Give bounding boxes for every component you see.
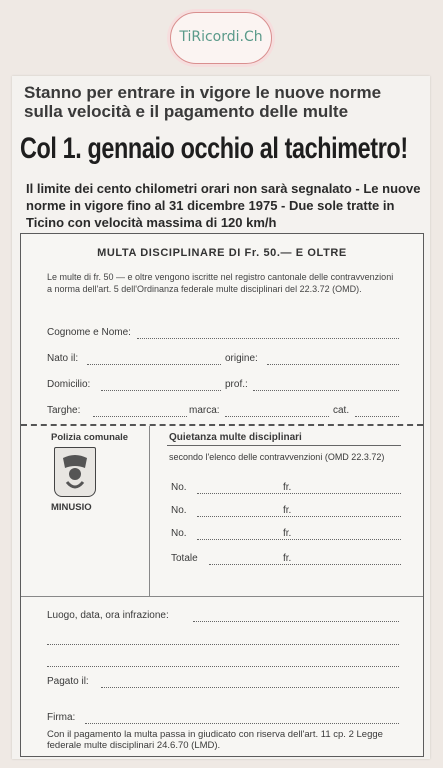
line-prof bbox=[253, 390, 399, 391]
receipt-title: Quietanza multe disciplinari bbox=[169, 432, 302, 443]
line-luogo-3 bbox=[47, 666, 399, 667]
stub-divider bbox=[149, 426, 150, 596]
line-entry-3 bbox=[197, 539, 401, 540]
form-title: MULTA DISCIPLINARE DI Fr. 50.— E OLTRE bbox=[97, 247, 347, 259]
line-entry-1 bbox=[197, 493, 401, 494]
line-origine bbox=[267, 364, 399, 365]
line-domicilio bbox=[101, 390, 221, 391]
label-cognome: Cognome e Nome: bbox=[47, 327, 131, 338]
label-nato: Nato il: bbox=[47, 353, 79, 364]
label-fr-3: fr. bbox=[283, 528, 292, 539]
label-firma: Firma: bbox=[47, 712, 76, 723]
label-no-1: No. bbox=[171, 482, 187, 493]
label-municipality: MINUSIO bbox=[51, 502, 92, 513]
subheadline: Il limite dei cento chilometri orari non sarà segnalato - Le nuove norme in vigore fino al 31 dicembre 1975 - Due sole tratte in Ticino con velocità massima di 120 km/h bbox=[26, 181, 421, 230]
line-entry-2 bbox=[197, 516, 401, 517]
label-fr-total: fr. bbox=[283, 553, 292, 564]
site-logo bbox=[170, 12, 272, 64]
minusio-coat-of-arms-icon bbox=[54, 447, 96, 497]
label-fr-2: fr. bbox=[283, 505, 292, 516]
label-cat: cat. bbox=[333, 405, 350, 416]
legal-note: Con il pagamento la multa passa in giudicato con riserva dell'art. 11 cp. 2 Legge federale multe disciplinari 24.6.70 (LMD). bbox=[47, 729, 383, 751]
line-luogo-2 bbox=[47, 644, 399, 645]
label-fr-1: fr. bbox=[283, 482, 292, 493]
label-no-3: No. bbox=[171, 528, 187, 539]
receipt-subtitle: secondo l'elenco delle contravvenzioni (OMD 22.3.72) bbox=[169, 452, 385, 462]
logo-text: TiRicordi.Ch bbox=[179, 29, 263, 45]
newspaper-clipping bbox=[12, 76, 430, 759]
label-luogo: Luogo, data, ora infrazione: bbox=[47, 610, 169, 621]
label-authority: Polizia comunale bbox=[51, 432, 129, 443]
headline-top: Stanno per entrare in vigore le nuove norme sulla velocità e il pagamento delle multe bbox=[24, 83, 382, 121]
label-marca: marca: bbox=[189, 405, 220, 416]
label-domicilio: Domicilio: bbox=[47, 379, 91, 390]
line-firma bbox=[85, 723, 399, 724]
line-nato bbox=[87, 364, 221, 365]
line-targhe bbox=[93, 416, 187, 417]
fine-form bbox=[20, 233, 424, 757]
headline-main: Col 1. gennaio occhio al tachimetro! bbox=[20, 132, 408, 165]
label-targhe: Targhe: bbox=[47, 405, 81, 416]
line-marca bbox=[225, 416, 329, 417]
label-no-2: No. bbox=[171, 505, 187, 516]
label-prof: prof.: bbox=[225, 379, 248, 390]
cut-line bbox=[21, 424, 423, 426]
receipt-title-underline bbox=[167, 445, 401, 446]
form-intro: Le multe di fr. 50 — e oltre vengono iscritte nel registro cantonale delle contravvenzioni a norma dell'art. 5 dell'Ordinanza federale multe disciplinari del 22.3.72 (OMD). bbox=[47, 272, 394, 294]
line-cognome bbox=[137, 338, 399, 339]
line-pagato bbox=[101, 687, 399, 688]
label-origine: origine: bbox=[225, 353, 258, 364]
label-totale: Totale bbox=[171, 553, 198, 564]
coat-of-arms-graphic bbox=[55, 448, 95, 496]
stub-bottom-rule bbox=[21, 596, 423, 597]
line-cat bbox=[355, 416, 399, 417]
line-luogo-1 bbox=[193, 621, 399, 622]
line-total bbox=[209, 564, 401, 565]
label-pagato: Pagato il: bbox=[47, 676, 89, 687]
